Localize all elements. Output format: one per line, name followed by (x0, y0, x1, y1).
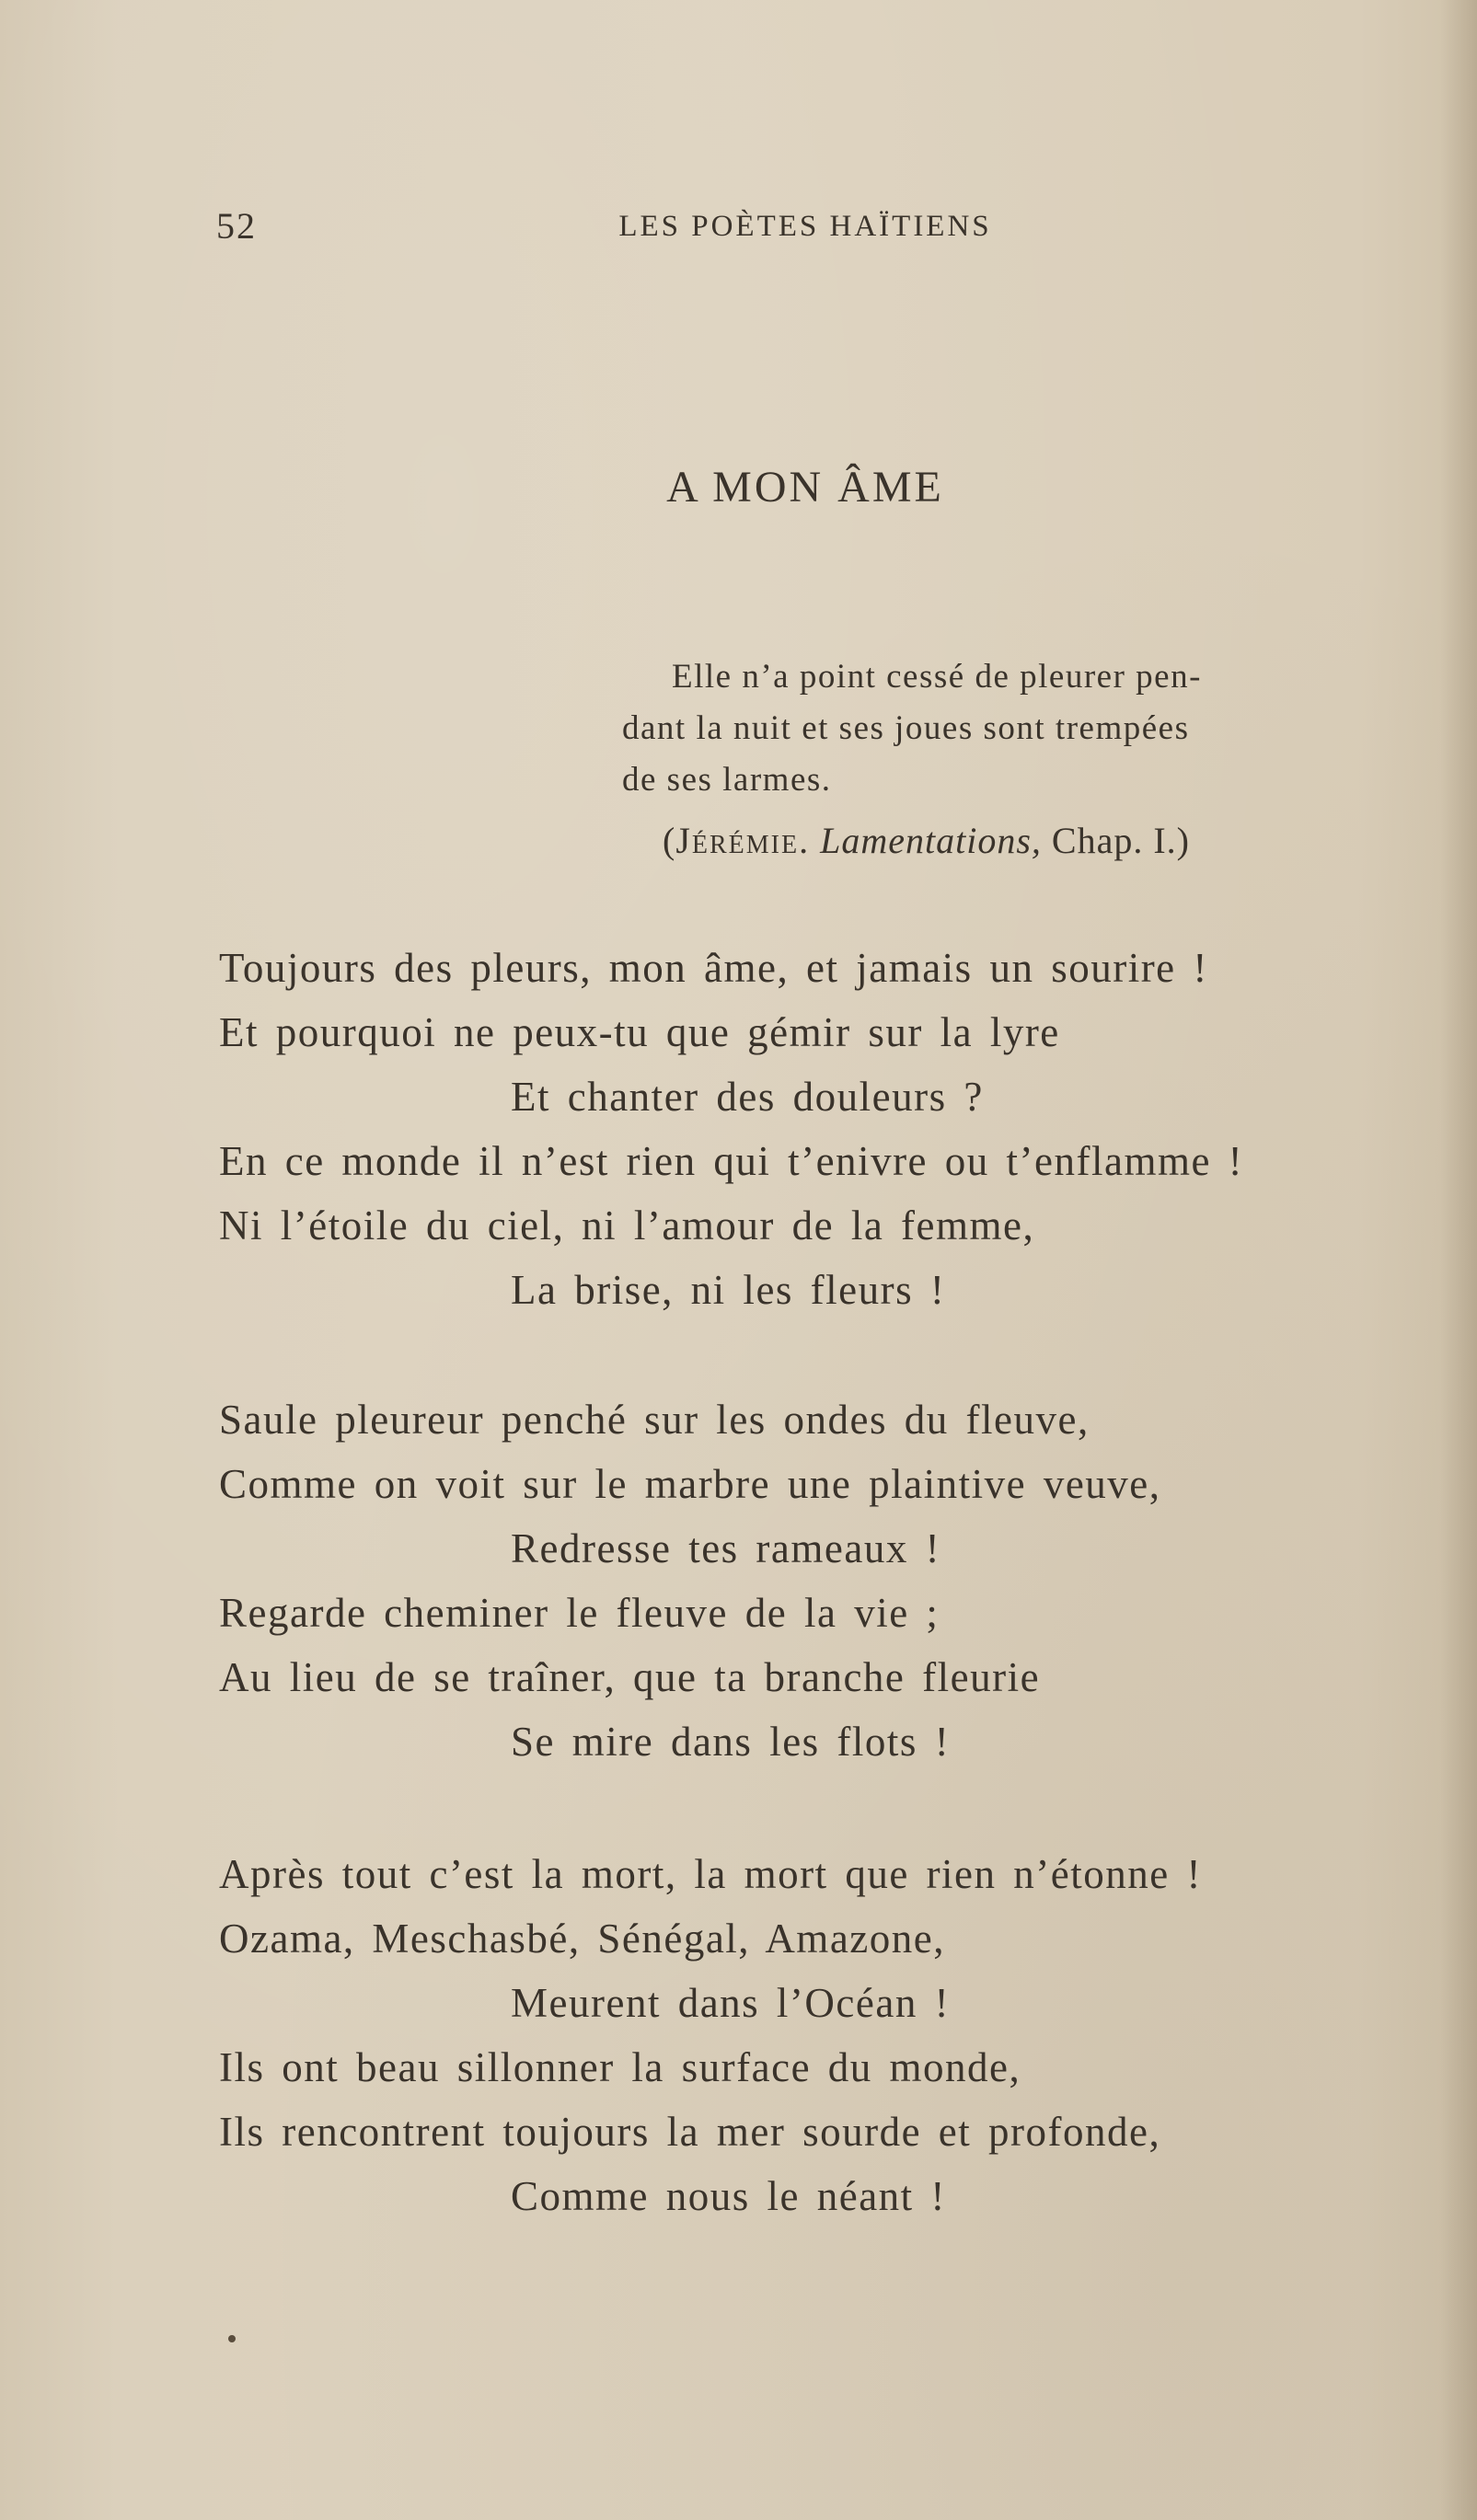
verse-line: Saule pleureur penché sur les ondes du fleuve, (219, 1397, 1090, 1443)
verse-line: En ce monde il n’est rien qui t’enivre ou t’enflamme ! (219, 1138, 1244, 1184)
verse-line: Ni l’étoile du ciel, ni l’amour de la femme, (219, 1202, 1035, 1248)
epigraph-source-paren: ( (663, 820, 676, 861)
poem-title: A MON ÂME (666, 463, 944, 512)
verse-line: Comme nous le néant ! (511, 2173, 946, 2219)
epigraph-author: Jérémie. (675, 820, 811, 861)
verse-line: Se mire dans les flots ! (511, 1719, 951, 1765)
stanza-1 (219, 936, 1406, 1322)
stanza-3 (219, 1842, 1406, 2228)
epigraph-work: Lamentations, (820, 820, 1042, 861)
verse-line: Regarde cheminer le fleuve de la vie ; (219, 1590, 940, 1636)
verse-line: Ils rencontrent toujours la mer sourde et profonde, (219, 2109, 1161, 2155)
verse-line: Redresse tes rameaux ! (511, 1525, 941, 1571)
verse-line: Toujours des pleurs, mon âme, et jamais un sourire ! (219, 945, 1208, 991)
verse-line: Comme on voit sur le marbre une plaintive veuve, (219, 1461, 1161, 1507)
page-number: 52 (216, 205, 257, 247)
epigraph-reference: Chap. I.) (1051, 820, 1190, 861)
verse-line: Ozama, Meschasbé, Sénégal, Amazone, (219, 1916, 945, 1962)
verse-line: Meurent dans l’Océan ! (511, 1980, 951, 2026)
epigraph (622, 651, 1395, 806)
epigraph-line: dant la nuit et ses joues sont trempées (622, 709, 1190, 747)
verse-line: Et chanter des douleurs ? (511, 1074, 984, 1120)
epigraph-line: de ses larmes. (622, 761, 832, 799)
running-header: LES POÈTES HAÏTIENS (618, 210, 992, 243)
verse-line: Et pourquoi ne peux-tu que gémir sur la lyre (219, 1009, 1060, 1055)
epigraph-source (663, 819, 1190, 862)
verse-line: Après tout c’est la mort, la mort que rien n’étonne ! (219, 1851, 1202, 1897)
verse-line: Ils ont beau sillonner la surface du monde, (219, 2044, 1021, 2090)
page-edge-shadow (1440, 0, 1477, 2520)
ink-speck (228, 2335, 236, 2342)
verse-line: Au lieu de se traîner, que ta branche fleurie (219, 1654, 1041, 1700)
stanza-2 (219, 1387, 1406, 1774)
epigraph-line: Elle n’a point cessé de pleurer pen- (672, 658, 1202, 696)
verse-line: La brise, ni les fleurs ! (511, 1267, 946, 1313)
